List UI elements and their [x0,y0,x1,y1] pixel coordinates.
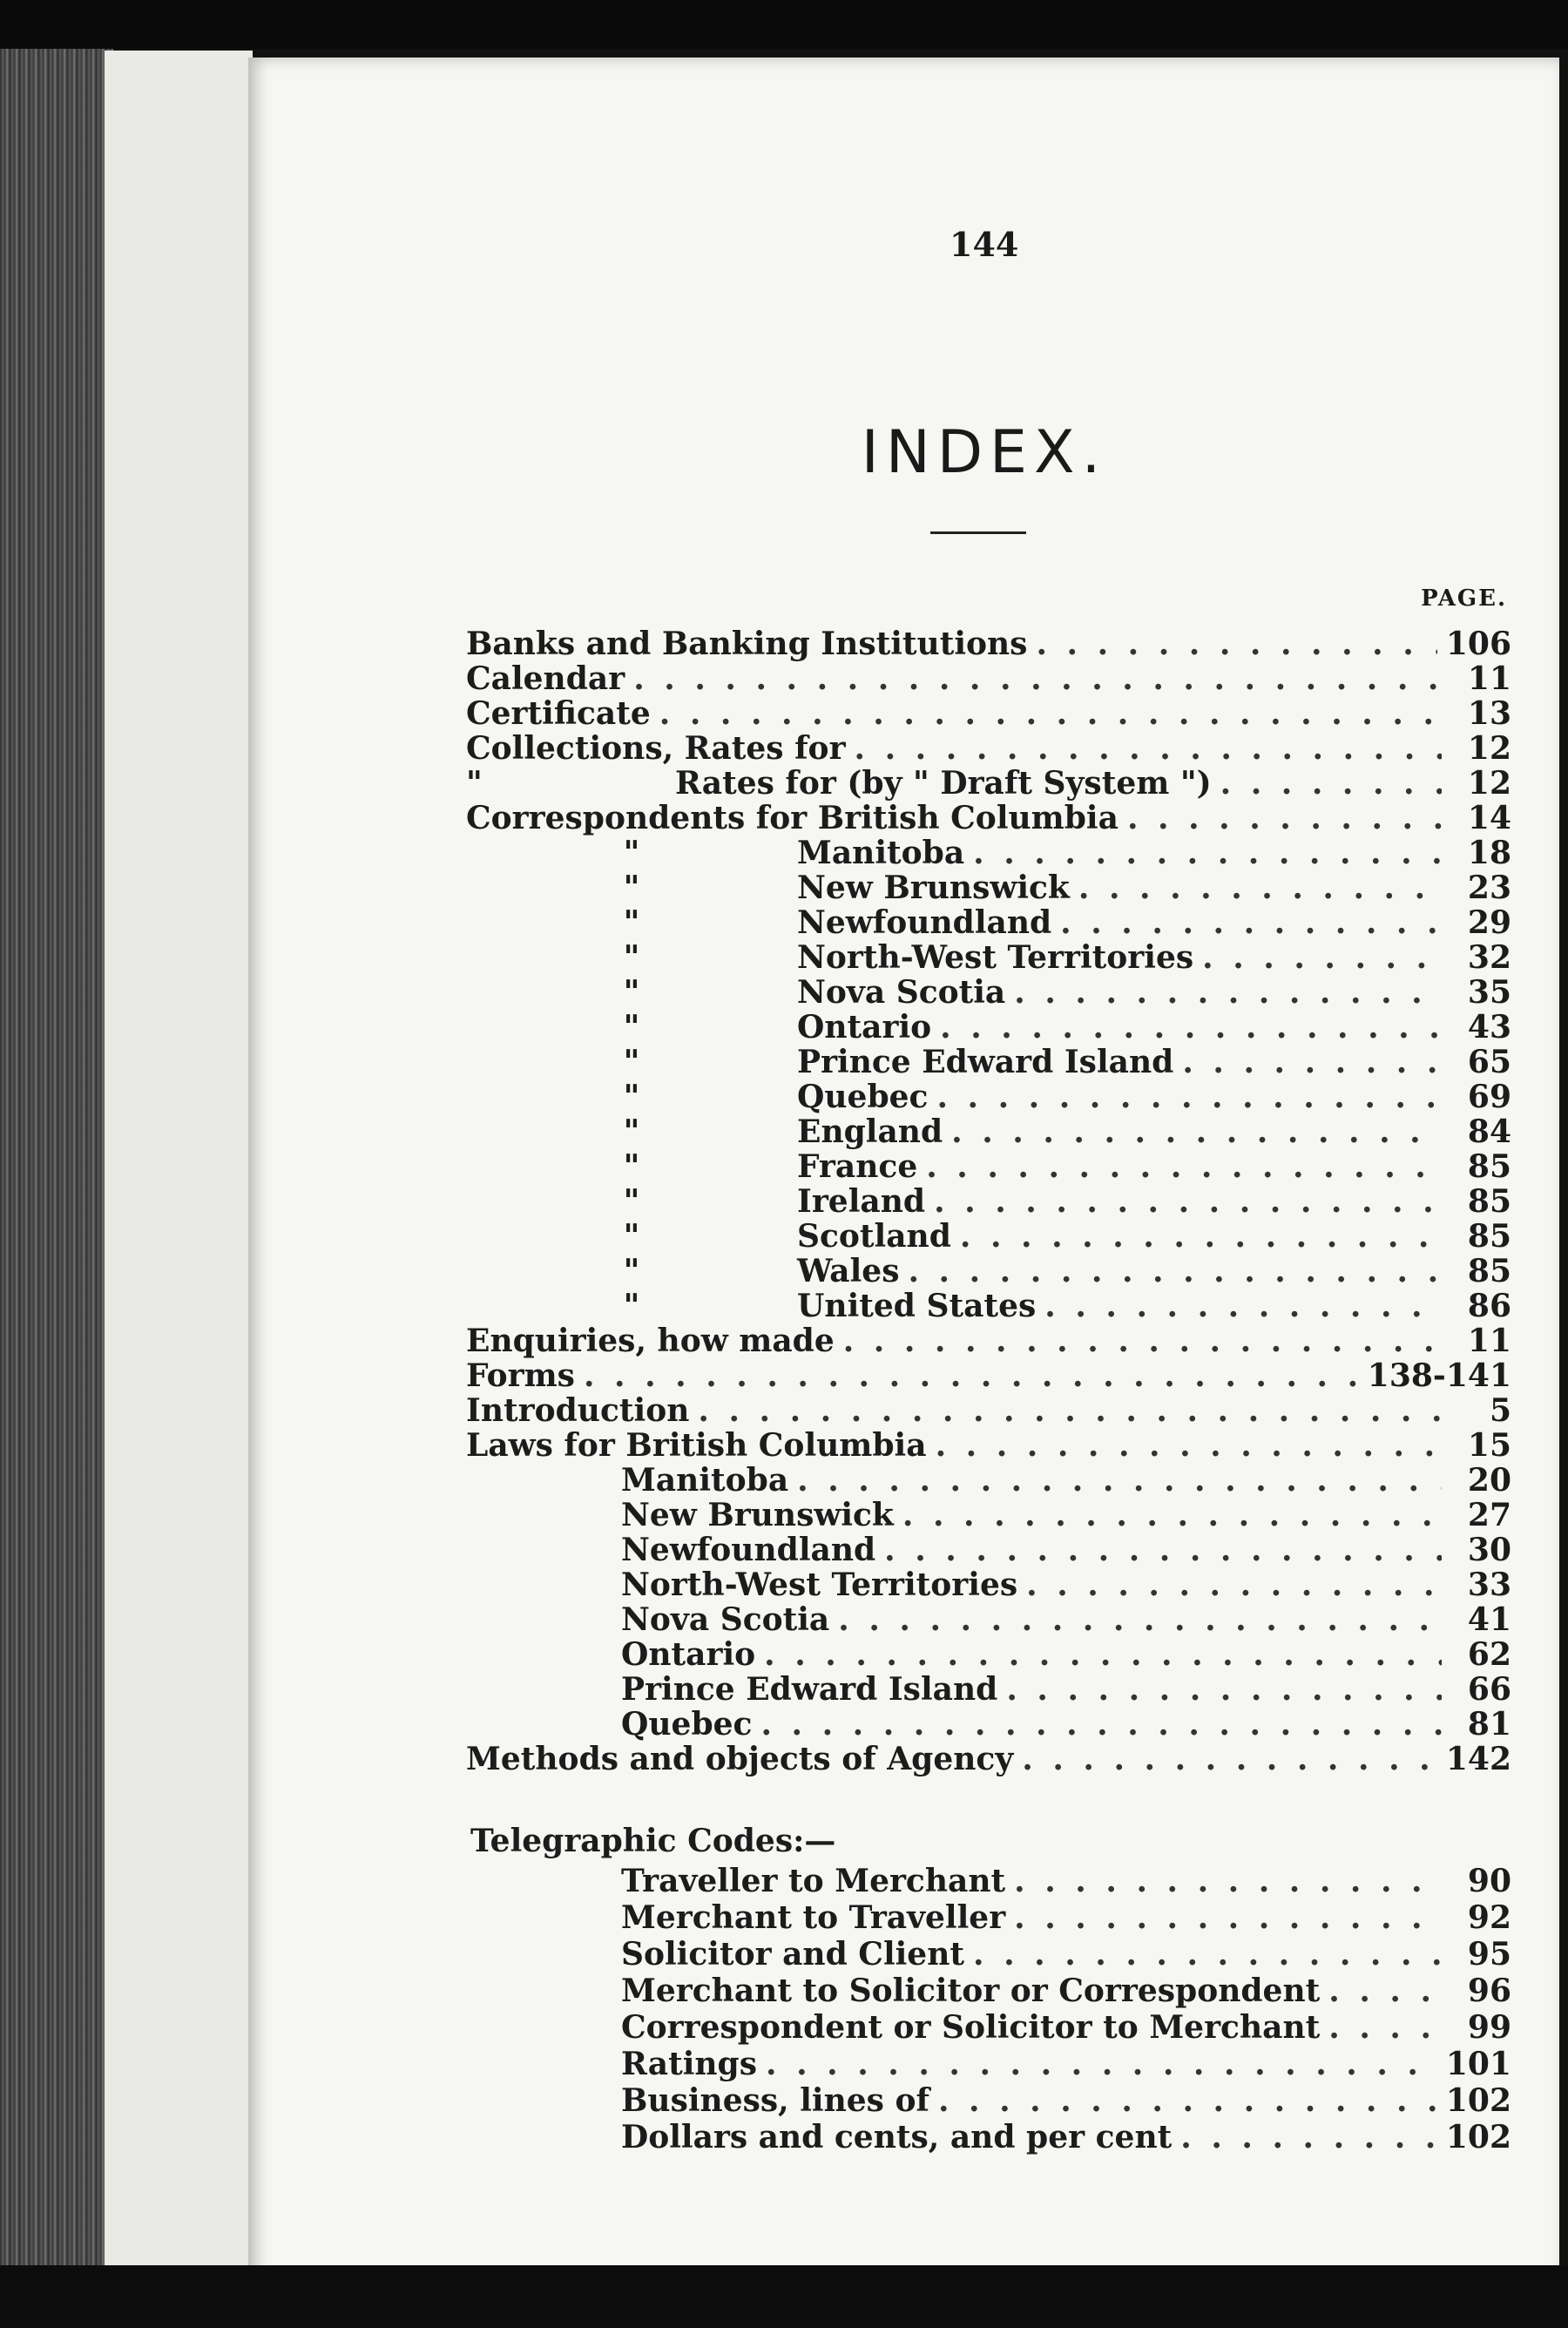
entry-ditto: " [623,974,640,1011]
index-entry [466,1392,1511,1427]
entry-page: 29 [1467,904,1511,941]
entry-page: 23 [1467,870,1511,906]
entry-ditto: " [623,1079,640,1115]
entry-label: Collections, Rates for [466,730,846,767]
index-entry [466,1567,1511,1601]
entry-ditto: " [623,835,640,871]
index-entry [466,2082,1511,2117]
index-entry [466,695,1511,730]
index-entry [466,2119,1511,2154]
leader-dots [1044,1288,1442,1324]
entry-label: Calendar [466,660,625,697]
entry-label: France [797,1148,918,1185]
entry-page: 41 [1467,1601,1511,1638]
entry-label: Traveller to Merchant [621,1863,1006,1899]
entry-label: Laws for British Columbia [466,1427,927,1464]
leader-dots [838,1601,1442,1638]
index-entry [466,660,1511,695]
entry-label: Ontario [621,1636,756,1673]
leader-dots [1220,765,1442,802]
entry-label: New Brunswick [797,870,1070,906]
page-column-header: PAGE. [1421,585,1507,612]
leader-dots [1182,1044,1442,1080]
book-page-edges [0,49,113,2328]
entry-page: 11 [1467,660,1511,697]
leader-dots [1202,939,1442,976]
entry-label: Quebec [621,1706,753,1743]
leader-dots [938,2082,1437,2119]
entry-label: Correspondents for British Columbia [466,800,1119,836]
entry-label: Wales [797,1253,900,1289]
index-entry [466,730,1511,765]
index-entry [466,626,1511,660]
leader-dots [1078,870,1442,906]
index-entry [466,1601,1511,1636]
entry-label: Nova Scotia [621,1601,830,1638]
entry-page: 81 [1467,1706,1511,1743]
entry-label: Prince Edward Island [621,1671,998,1708]
entry-page: 69 [1467,1079,1511,1115]
entry-page: 138-141 [1367,1357,1511,1394]
page-number: 144 [950,225,1019,264]
entry-label: North-West Territories [797,939,1194,976]
leader-dots [843,1323,1442,1359]
entry-page: 85 [1467,1218,1511,1255]
index-entry [466,974,1511,1009]
index-entry [466,1706,1511,1741]
entry-label: Ireland [797,1183,926,1220]
leader-dots [973,1936,1442,1973]
entry-label: Merchant to Traveller [621,1899,1006,1936]
index-entry [466,1497,1511,1532]
entry-page: 33 [1467,1567,1511,1603]
leader-dots [908,1253,1442,1289]
entry-label: Prince Edward Island [797,1044,1174,1080]
entry-label: United States [797,1288,1037,1324]
leader-dots [951,1113,1442,1150]
index-entry [466,2009,1511,2044]
index-entry [466,1323,1511,1357]
page-title: INDEX. [861,418,1108,487]
entry-label: Newfoundland [797,904,1052,941]
entry-page: 101 [1445,2046,1511,2082]
leader-dots [934,1183,1442,1220]
facing-page-margin [105,51,253,2281]
entry-page: 18 [1467,835,1511,871]
entry-label: Enquiries, how made [466,1323,835,1359]
leader-dots [973,835,1442,871]
entry-label: Ontario [797,1009,932,1046]
index-entry [466,870,1511,904]
entry-page: 12 [1467,765,1511,802]
entry-label: Banks and Banking Institutions [466,626,1028,662]
entry-label: Manitoba [797,835,965,871]
leader-dots [1006,1671,1442,1708]
entry-page: 62 [1467,1636,1511,1673]
entry-page: 92 [1467,1899,1511,1936]
entry-ditto: " [623,939,640,976]
index-entry [466,1741,1511,1776]
entry-page: 95 [1467,1936,1511,1973]
leader-dots [936,1427,1442,1464]
entry-label: Merchant to Solicitor or Correspondent [621,1973,1321,2009]
entry-label: Business, lines of [621,2082,929,2119]
entry-page: 15 [1467,1427,1511,1464]
entry-page: 43 [1467,1009,1511,1046]
leader-dots [766,2046,1437,2082]
leader-dots [659,695,1442,732]
entry-page: 90 [1467,1863,1511,1899]
leader-dots [1328,1973,1442,2009]
entry-ditto: " [623,1113,640,1150]
index-entry [466,1462,1511,1497]
entry-ditto: " [466,765,483,802]
entry-page: 14 [1467,800,1511,836]
entry-page: 84 [1467,1113,1511,1150]
entry-label: Correspondent or Solicitor to Merchant [621,2009,1321,2046]
index-entry [466,904,1511,939]
entry-label: Nova Scotia [797,974,1006,1011]
leader-dots [1026,1567,1442,1603]
entry-page: 96 [1467,1973,1511,2009]
index-entry [466,1148,1511,1183]
index-entry [466,1899,1511,1934]
leader-dots [1180,2119,1437,2155]
index-entry [466,1671,1511,1706]
entry-page: 11 [1467,1323,1511,1359]
index-entry [466,835,1511,870]
entry-label: England [797,1113,943,1150]
index-entry [466,1288,1511,1323]
index-entry [466,1863,1511,1898]
entry-page: 85 [1467,1148,1511,1185]
entry-label: Quebec [797,1079,929,1115]
index-entry [466,2046,1511,2081]
entry-label: Introduction [466,1392,690,1429]
entry-ditto: " [623,1183,640,1220]
entry-page: 99 [1467,2009,1511,2046]
entry-page: 32 [1467,939,1511,976]
entry-ditto: " [623,1044,640,1080]
index-entry [466,1113,1511,1148]
index-entry [466,1357,1511,1392]
index-entry [466,1218,1511,1253]
entry-ditto: " [623,904,640,941]
entry-label: Newfoundland [621,1532,876,1568]
entry-ditto: " [623,870,640,906]
index-entry [466,1427,1511,1462]
leader-dots [1014,974,1442,1011]
entry-page: 13 [1467,695,1511,732]
index-entry [466,800,1511,835]
index-entry [466,765,1511,800]
title-rule [930,531,1026,534]
entry-page: 102 [1445,2082,1511,2119]
leader-dots [855,730,1442,767]
entry-label: Certificate [466,695,651,732]
entry-label: Manitoba [621,1462,789,1499]
index-entry [466,1079,1511,1113]
entry-label: Scotland [797,1218,951,1255]
leader-dots [902,1497,1442,1533]
leader-dots [584,1357,1359,1394]
entry-ditto: " [623,1148,640,1185]
index-entry [466,1009,1511,1044]
entry-ditto: " [623,1218,640,1255]
entry-page: 12 [1467,730,1511,767]
leader-dots [698,1392,1442,1429]
entry-ditto: " [623,1288,640,1324]
entry-page: 85 [1467,1183,1511,1220]
entry-label: Forms [466,1357,575,1394]
entry-page: 27 [1467,1497,1511,1533]
entry-page: 85 [1467,1253,1511,1289]
entry-label: New Brunswick [621,1497,894,1533]
leader-dots [760,1706,1442,1743]
leader-dots [926,1148,1442,1185]
entry-label: North-West Territories [621,1567,1018,1603]
entry-page: 35 [1467,974,1511,1011]
entry-page: 5 [1489,1392,1511,1429]
leader-dots [1060,904,1442,941]
entry-page: 142 [1445,1741,1511,1777]
leader-dots [633,660,1442,697]
leader-dots [797,1462,1442,1499]
entry-page: 106 [1445,626,1511,662]
entry-label: Methods and objects of Agency [466,1741,1014,1777]
index-entry [466,1973,1511,2007]
entry-page: 86 [1467,1288,1511,1324]
index-entry [466,1532,1511,1567]
leader-dots [884,1532,1442,1568]
entry-ditto: " [623,1253,640,1289]
index-entry [466,1183,1511,1218]
entry-page: 30 [1467,1532,1511,1568]
leader-dots [1022,1741,1437,1777]
leader-dots [764,1636,1442,1673]
index-entry [466,939,1511,974]
leader-dots [936,1079,1442,1115]
leader-dots [1328,2009,1442,2046]
entry-label: Ratings [621,2046,757,2082]
entry-page: 65 [1467,1044,1511,1080]
leader-dots [1014,1863,1442,1899]
entry-label: Dollars and cents, and per cent [621,2119,1173,2155]
entry-page: 20 [1467,1462,1511,1499]
leader-dots [960,1218,1442,1255]
leader-dots [1014,1899,1442,1936]
leader-dots [940,1009,1442,1046]
index-entry [466,1636,1511,1671]
entry-label: Rates for (by " Draft System ") [675,765,1212,802]
scan-top-border [0,0,1568,49]
section-heading: Telegraphic Codes:— [470,1823,836,1859]
entry-page: 66 [1467,1671,1511,1708]
leader-dots [1036,626,1436,662]
index-entry [466,1044,1511,1079]
index-entry [466,1253,1511,1288]
leader-dots [1127,800,1442,836]
entry-page: 102 [1445,2119,1511,2155]
scan-bottom-border [0,2265,1568,2328]
entry-label: Solicitor and Client [621,1936,965,1973]
index-entry [466,1936,1511,1971]
entry-ditto: " [623,1009,640,1046]
